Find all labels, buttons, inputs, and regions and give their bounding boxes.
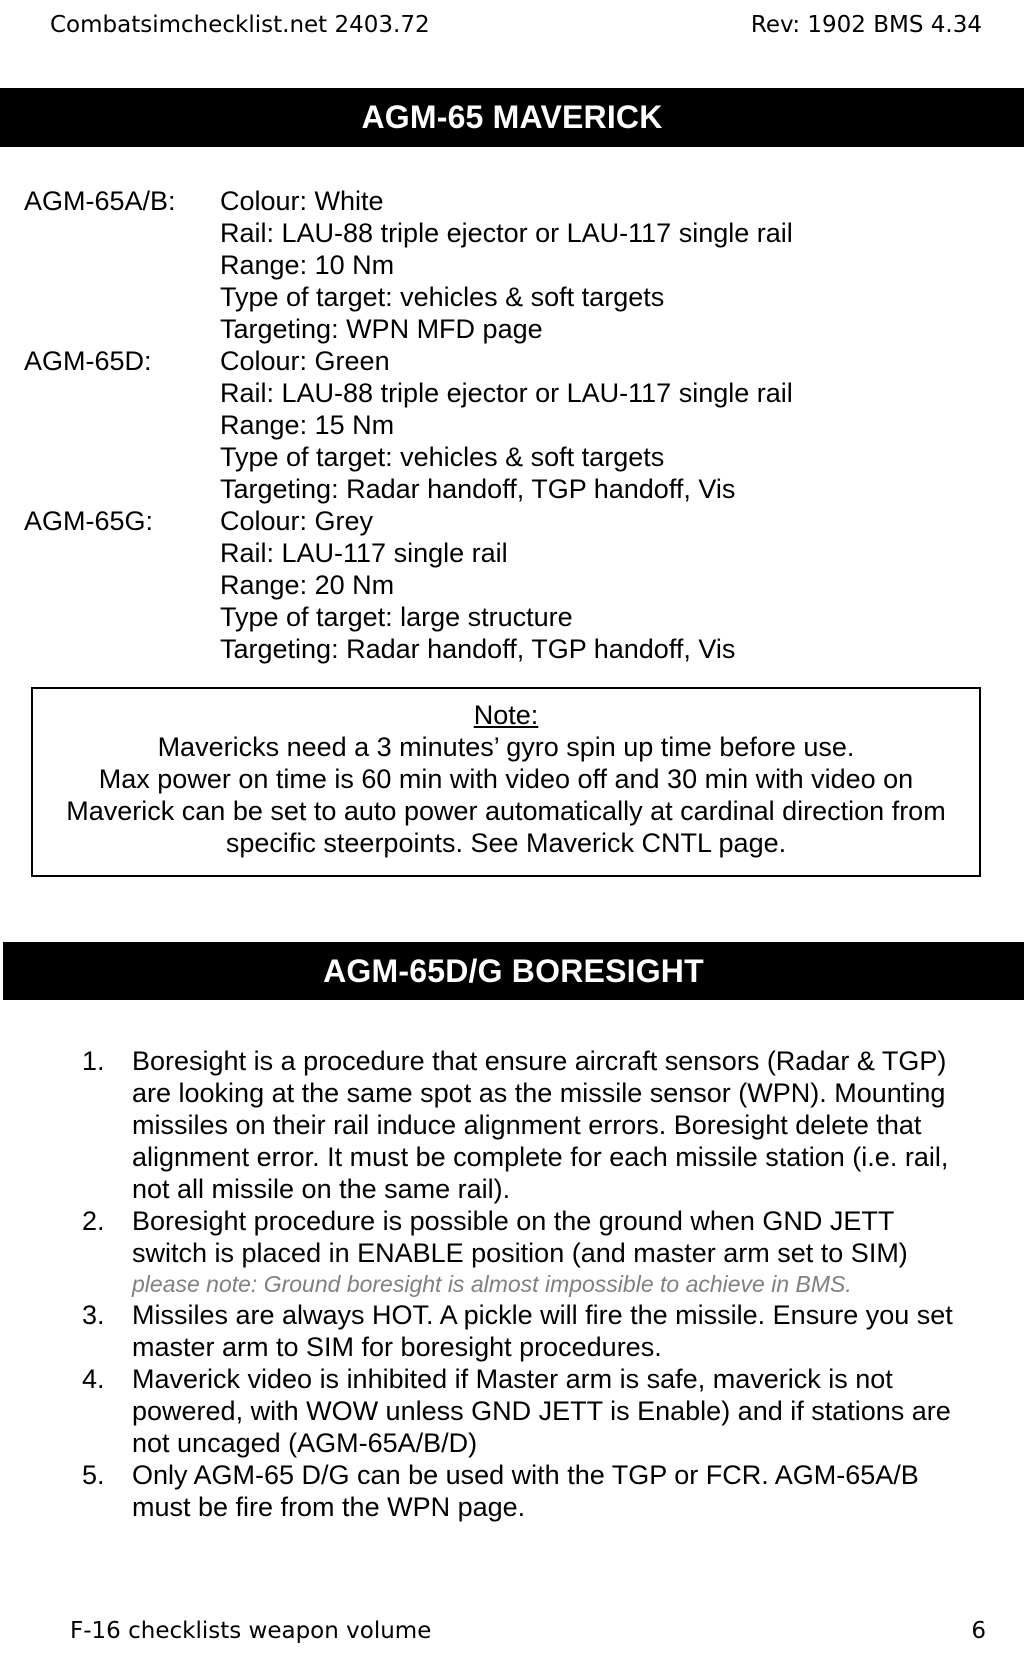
- step-line: master arm to SIM for boresight procedures.: [132, 1332, 662, 1362]
- list-item: [82, 1045, 998, 1205]
- step-line: must be fire from the WPN page.: [132, 1492, 526, 1522]
- variant-prop: Range: 10 Nm: [220, 250, 395, 280]
- variant-agm-65d: [24, 345, 793, 505]
- step-number: 1.: [82, 1046, 105, 1076]
- step-line: Boresight procedure is possible on the ground when GND JETT: [132, 1206, 895, 1236]
- section-title-maverick: AGM-65 MAVERICK: [0, 88, 1024, 147]
- variant-agm-65g: [24, 505, 793, 665]
- variant-prop: Targeting: Radar handoff, TGP handoff, Vis: [220, 634, 736, 664]
- step-number: 4.: [82, 1364, 105, 1394]
- variant-prop: Range: 15 Nm: [220, 410, 395, 440]
- boresight-steps: [82, 1045, 998, 1523]
- variant-name: AGM-65D:: [24, 346, 152, 376]
- step-line: not uncaged (AGM-65A/B/D): [132, 1428, 478, 1458]
- variant-prop: Targeting: WPN MFD page: [220, 314, 543, 344]
- variant-agm-65ab: [24, 185, 793, 345]
- step-number: 2.: [82, 1206, 105, 1236]
- variant-prop: Type of target: vehicles & soft targets: [220, 282, 665, 312]
- header-left: Combatsimchecklist.net 2403.72: [50, 12, 430, 38]
- step-line: not all missile on the same rail).: [132, 1174, 511, 1204]
- step-line: Missiles are always HOT. A pickle will fire the missile. Ensure you set: [132, 1300, 953, 1330]
- note-line: specific steerpoints. See Maverick CNTL page.: [225, 828, 787, 858]
- variant-prop: Type of target: vehicles & soft targets: [220, 442, 665, 472]
- note-line: Maverick can be set to auto power automatically at cardinal direction from: [66, 796, 946, 826]
- variant-prop: Rail: LAU-117 single rail: [220, 538, 508, 568]
- variant-prop: Colour: White: [220, 186, 384, 216]
- note-box: [31, 687, 981, 877]
- header-right: Rev: 1902 BMS 4.34: [750, 12, 982, 38]
- variant-prop: Rail: LAU-88 triple ejector or LAU-117 single rail: [220, 218, 793, 248]
- page-number: 6: [971, 1618, 986, 1644]
- step-line: Boresight is a procedure that ensure aircraft sensors (Radar & TGP): [132, 1046, 947, 1076]
- footer-left: F-16 checklists weapon volume: [70, 1618, 432, 1644]
- step-line: Maverick video is inhibited if Master arm is safe, maverick is not: [132, 1364, 893, 1394]
- note-line: Max power on time is 60 min with video off and 30 min with video on: [98, 764, 914, 794]
- variant-prop: Targeting: Radar handoff, TGP handoff, Vis: [220, 474, 736, 504]
- step-number: 5.: [82, 1460, 105, 1490]
- list-item: [82, 1363, 998, 1459]
- variant-prop: Rail: LAU-88 triple ejector or LAU-117 single rail: [220, 378, 793, 408]
- step-line: are looking at the same spot as the missile sensor (WPN). Mounting: [132, 1078, 946, 1108]
- variant-prop: Colour: Green: [220, 346, 390, 376]
- step-line: alignment error. It must be complete for each missile station (i.e. rail,: [132, 1142, 949, 1172]
- variant-prop: Colour: Grey: [220, 506, 374, 536]
- variant-specs: [24, 185, 793, 665]
- step-line: Only AGM-65 D/G can be used with the TGP or FCR. AGM-65A/B: [132, 1460, 919, 1490]
- list-item: [82, 1299, 998, 1363]
- step-line: missiles on their rail induce alignment errors. Boresight delete that: [132, 1110, 922, 1140]
- note-line: Mavericks need a 3 minutes’ gyro spin up time before use.: [157, 732, 855, 762]
- variant-name: AGM-65A/B:: [24, 186, 176, 216]
- section-title-boresight: AGM-65D/G BORESIGHT: [3, 942, 1024, 1000]
- step-line: powered, with WOW unless GND JETT is Enable) and if stations are: [132, 1396, 951, 1426]
- step-line: switch is placed in ENABLE position (and master arm set to SIM): [132, 1238, 908, 1268]
- step-number: 3.: [82, 1300, 105, 1330]
- list-item: [82, 1459, 998, 1523]
- note-title: Note:: [473, 700, 539, 730]
- step-note: please note: Ground boresight is almost impossible to achieve in BMS.: [132, 1271, 852, 1297]
- variant-prop: Type of target: large structure: [220, 602, 573, 632]
- variant-name: AGM-65G:: [24, 506, 154, 536]
- variant-prop: Range: 20 Nm: [220, 570, 395, 600]
- list-item: [82, 1205, 998, 1299]
